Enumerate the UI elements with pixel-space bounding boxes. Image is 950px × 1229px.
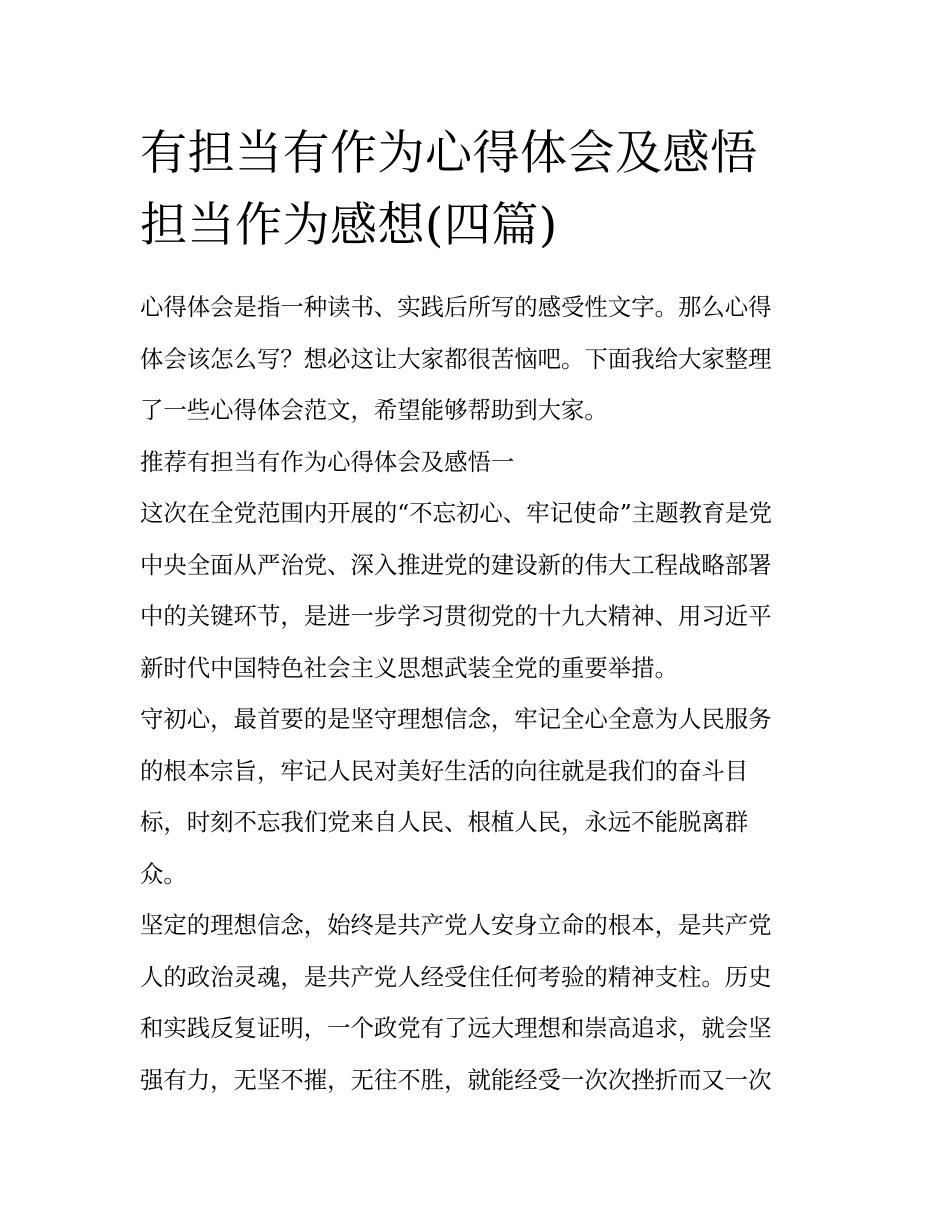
text-line: 中的关键环节，是进一步学习贯彻党的十九大精神、用习近平: [140, 602, 772, 630]
text-line: 新时代中国特色社会主义思想武装全党的重要举措。: [140, 653, 678, 682]
text-line: 推荐有担当有作为心得体会及感悟一: [140, 447, 515, 476]
text-line: 的根本宗旨，牢记人民对美好生活的向往就是我们的奋斗目: [140, 756, 749, 785]
body-paragraph: [140, 900, 812, 1106]
text-line: 众。: [140, 859, 187, 888]
document-title: [140, 118, 812, 262]
text-line: 人的政治灵魂，是共产党人经受住任何考验的精神支柱。历史: [140, 962, 772, 991]
document-content: [140, 118, 812, 1106]
intro-paragraph: [140, 282, 812, 437]
text-line: 守初心，最首要的是坚守理想信念，牢记全心全意为人民服务: [140, 705, 772, 733]
text-line: 这次在全党范围内开展的“不忘初心、牢记使命”主题教育是党: [140, 499, 773, 527]
section-heading: [140, 437, 812, 489]
title-line: 有担当有作为心得体会及感悟: [140, 126, 758, 181]
body-paragraph: [140, 488, 812, 694]
text-line: 中央全面从严治党、深入推进党的建设新的伟大工程战略部署: [140, 550, 772, 579]
text-line: 坚定的理想信念，始终是共产党人安身立命的根本，是共产党: [140, 911, 772, 939]
body-paragraph: [140, 694, 812, 900]
text-line: 标，时刻不忘我们党来自人民、根植人民，永远不能脱离群: [140, 808, 749, 836]
document-body: [140, 282, 812, 1106]
text-line: 和实践反复证明，一个政党有了远大理想和崇高追求，就会坚: [140, 1014, 772, 1042]
text-line: 心得体会是指一种读书、实践后所写的感受性文字。那么心得: [140, 293, 772, 321]
title-line: 担当作为感想(四篇): [140, 198, 558, 253]
text-line: 了一些心得体会范文，希望能够帮助到大家。: [140, 396, 608, 424]
text-line: 体会该怎么写？想必这让大家都很苦恼吧。下面我给大家整理: [140, 344, 772, 373]
text-line: 强有力，无坚不摧，无往不胜，就能经受一次次挫折而又一次: [140, 1065, 772, 1094]
